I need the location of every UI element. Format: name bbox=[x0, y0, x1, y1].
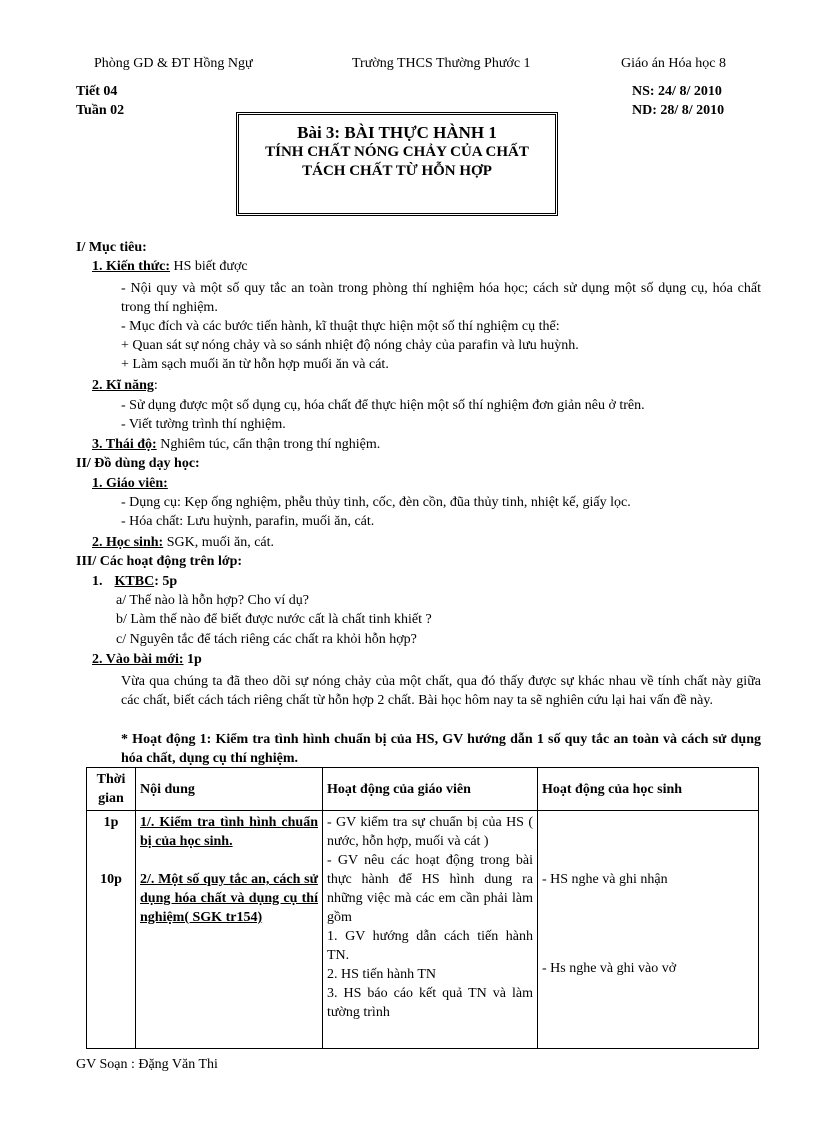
time-cell bbox=[87, 811, 136, 1049]
lesson-subtitle-1: TÍNH CHẤT NÓNG CHẢY CỦA CHẤT bbox=[265, 144, 529, 160]
ktbc-line bbox=[92, 574, 177, 590]
teacher-step-4: 2. HS tiến hành TN bbox=[327, 967, 437, 982]
attitude-label: 3. Thái độ: bbox=[92, 437, 157, 452]
time-1: 1p bbox=[103, 815, 119, 830]
teacher-step-3: 1. GV hướng dẫn cách tiến hành TN. bbox=[327, 929, 533, 963]
teach-date: ND: 28/ 8/ 2010 bbox=[632, 103, 725, 118]
section-activities-heading: III/ Các hoạt động trên lớp: bbox=[76, 554, 243, 569]
teacher-step-1: - GV kiểm tra sự chuẩn bị của HS ( nước, hỗn hợp, muối và cát ) bbox=[327, 815, 533, 849]
student-step-2: - Hs nghe và ghi vào vở bbox=[542, 961, 677, 976]
lesson-subtitle-2: TÁCH CHẤT TỪ HỖN HỢP bbox=[302, 163, 492, 179]
lesson-title-box bbox=[236, 112, 558, 216]
teacher-step-5: 3. HS báo cáo kết quả TN và làm tường trình bbox=[327, 986, 533, 1020]
lesson-title: Bài 3: BÀI THỰC HÀNH 1 bbox=[297, 123, 497, 142]
ktbc-question-a: a/ Thế nào là hỗn hợp? Cho ví dụ? bbox=[116, 593, 309, 608]
student-step-1: - HS nghe và ghi nhận bbox=[542, 872, 668, 887]
student-activity-cell bbox=[538, 811, 759, 1049]
prep-date: NS: 24/ 8/ 2010 bbox=[632, 84, 722, 99]
student-materials-text: SGK, muối ăn, cát. bbox=[163, 535, 275, 550]
ktbc-question-b: b/ Làm thế nào để biết được nước cất là chất tinh khiết ? bbox=[116, 612, 432, 627]
knowledge-item-3: + Quan sát sự nóng chảy và so sánh nhiệt độ nóng chảy của parafin và lưu huỳnh. bbox=[121, 338, 579, 353]
knowledge-item-1: - Nội quy và một số quy tắc an toàn trong phòng thí nghiệm hóa học; cách sử dụng một số dụng cụ, hóa chất trong thí nghiệm. bbox=[121, 281, 761, 315]
lesson-number: Tiết 04 bbox=[76, 84, 118, 99]
intro-line bbox=[92, 652, 202, 668]
knowledge-label: 1. Kiến thức: bbox=[92, 259, 171, 274]
footer-author: GV Soạn : Đặng Văn Thi bbox=[76, 1057, 218, 1072]
skill-item-2: - Viết tường trình thí nghiệm. bbox=[121, 417, 286, 432]
header-department: Phòng GD & ĐT Hồng Ngự bbox=[94, 56, 253, 71]
intro-time: 1p bbox=[183, 652, 202, 667]
intro-paragraph: Vừa qua chúng ta đã theo dõi sự nóng chảy của một chất, qua đó thấy được sự khác nhau về tính chất này giữa các chất, biết cách tách riêng chất từ hỗn hợp 2 chất. Bài học hôm nay ta sẽ nghiên cứu lại hai vấn đề này. bbox=[121, 674, 761, 708]
knowledge-text: HS biết được bbox=[170, 259, 248, 274]
activity-1-heading: * Hoạt động 1: Kiểm tra tình hình chuẩn bị của HS, GV hướng dẫn 1 số quy tắc an toàn và cách sử dụng hóa chất, dụng cụ thí nghiệm. bbox=[121, 732, 761, 766]
attitude-text: Nghiêm túc, cẩn thận trong thí nghiệm. bbox=[156, 437, 381, 452]
skill-item-1: - Sử dụng được một số dụng cụ, hóa chất để thực hiện một số thí nghiệm đơn giản nêu ở trên. bbox=[121, 398, 645, 413]
section-materials-heading: II/ Đồ dùng dạy học: bbox=[76, 456, 200, 471]
header-teacher-activity: Hoạt động của giáo viên bbox=[323, 768, 538, 811]
header-content: Nội dung bbox=[136, 768, 323, 811]
ktbc-label: KTBC bbox=[114, 574, 155, 589]
section-objectives-heading: I/ Mục tiêu: bbox=[76, 240, 147, 255]
skills-label: 2. Kĩ năng bbox=[92, 378, 154, 393]
content-2: 2/. Một số quy tắc an, cách sử dụng hóa chất và dụng cụ thí nghiệm( SGK tr154) bbox=[140, 872, 318, 925]
ktbc-time: : 5p bbox=[154, 574, 178, 589]
intro-label: 2. Vào bài mới: bbox=[92, 652, 184, 667]
student-materials-label: 2. Học sinh: bbox=[92, 535, 164, 550]
table-row bbox=[87, 811, 759, 1049]
table-header-row bbox=[87, 768, 759, 811]
knowledge-item-4: + Làm sạch muối ăn từ hỗn hợp muối ăn và cát. bbox=[121, 357, 389, 372]
skills-colon: : bbox=[153, 378, 158, 393]
teacher-materials-label: 1. Giáo viên: bbox=[92, 476, 168, 491]
knowledge-line bbox=[92, 259, 248, 275]
teacher-activity-cell bbox=[323, 811, 538, 1049]
header-time: Thời gian bbox=[87, 768, 136, 811]
header-school: Trường THCS Thường Phước 1 bbox=[352, 56, 531, 71]
header-subject: Giáo án Hóa học 8 bbox=[621, 56, 726, 71]
content-1: 1/. Kiểm tra tình hình chuẩn bị của học sinh. bbox=[140, 815, 318, 849]
activity-table bbox=[86, 767, 759, 1049]
teacher-chemicals: - Hóa chất: Lưu huỳnh, parafin, muối ăn, cát. bbox=[121, 514, 375, 529]
teacher-tools: - Dụng cụ: Kẹp ống nghiệm, phễu thủy tinh, cốc, đèn cồn, đũa thủy tinh, nhiệt kế, giấy lọc. bbox=[121, 495, 631, 510]
student-materials-line bbox=[92, 535, 274, 551]
header-student-activity: Hoạt động của học sinh bbox=[538, 768, 759, 811]
week-number: Tuần 02 bbox=[76, 103, 125, 118]
time-2: 10p bbox=[100, 872, 122, 887]
knowledge-item-2: - Mục đích và các bước tiến hành, kĩ thuật thực hiện một số thí nghiệm cụ thể: bbox=[121, 319, 560, 334]
attitude-line bbox=[92, 437, 380, 453]
content-cell bbox=[136, 811, 323, 1049]
ktbc-question-c: c/ Nguyên tắc để tách riêng các chất ra khỏi hỗn hợp? bbox=[116, 632, 417, 647]
ktbc-number: 1. bbox=[92, 574, 103, 589]
skills-line bbox=[92, 378, 158, 394]
teacher-step-2: - GV nêu các hoạt động trong bài thực hành để HS hình dung ra những việc mà các em cần phải làm gồm bbox=[327, 853, 533, 925]
